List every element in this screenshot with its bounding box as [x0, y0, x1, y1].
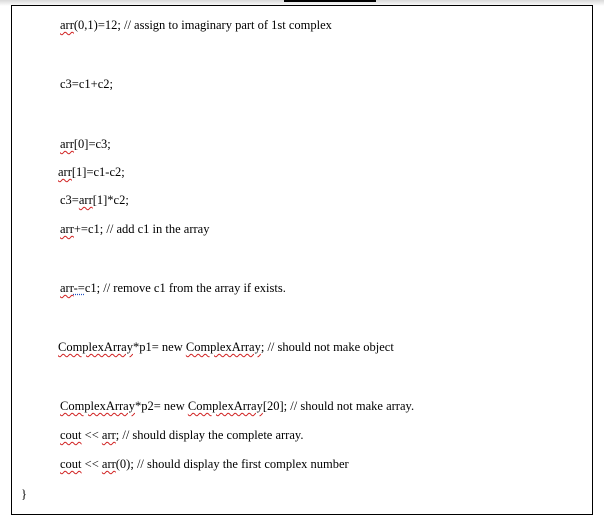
code-text-box: [11, 5, 593, 515]
code-text: <<: [81, 457, 102, 471]
code-text: [1]=c1-c2;: [71, 165, 125, 179]
code-line: [60, 136, 111, 152]
code-text: +=c1; // add c1 in the array: [73, 222, 210, 236]
code-line: [60, 76, 113, 92]
identifier: arr: [60, 137, 74, 151]
code-line: [60, 17, 332, 33]
code-text: (0,1)=12; // assign to imaginary part of 1st complex: [73, 18, 332, 32]
identifier: ComplexArray: [60, 399, 135, 413]
code-line: [60, 398, 414, 414]
code-text: (0); // should display the first complex number: [115, 457, 349, 471]
code-line: [60, 427, 303, 443]
code-text: ; // should not make object: [260, 340, 394, 354]
code-text: *p2= new: [134, 399, 188, 413]
identifier: ComplexArray: [185, 340, 261, 354]
code-line: [60, 280, 286, 296]
identifier: cout: [60, 428, 82, 442]
identifier: ComplexArray: [58, 340, 133, 354]
code-line: [58, 339, 394, 355]
code-text: c3=: [60, 193, 79, 207]
code-text: [1]*c2;: [92, 193, 129, 207]
ruler-marker: [284, 0, 376, 2]
identifier: arr: [101, 457, 116, 471]
code-text: [0]=c3;: [73, 137, 111, 151]
operator: -=: [73, 281, 85, 295]
identifier: arr: [78, 193, 93, 207]
code-text: c3=c1+c2;: [60, 77, 113, 91]
code-text: ; // should display the complete array.: [115, 428, 304, 442]
code-text: c1; // remove c1 from the array if exists.: [84, 281, 286, 295]
code-text: <<: [81, 428, 102, 442]
identifier: arr: [60, 222, 74, 236]
code-line: [58, 164, 125, 180]
code-text: *p1= new: [132, 340, 186, 354]
identifier: arr: [101, 428, 116, 442]
identifier: arr: [60, 18, 74, 32]
identifier: ComplexArray: [187, 399, 263, 413]
identifier: arr: [58, 165, 72, 179]
code-line: [60, 221, 209, 237]
closing-brace: }: [21, 487, 27, 501]
code-text: [20]; // should not make array.: [262, 399, 415, 413]
code-line: [60, 192, 129, 208]
code-line: [60, 456, 349, 472]
identifier: arr: [60, 281, 74, 295]
identifier: cout: [60, 457, 82, 471]
